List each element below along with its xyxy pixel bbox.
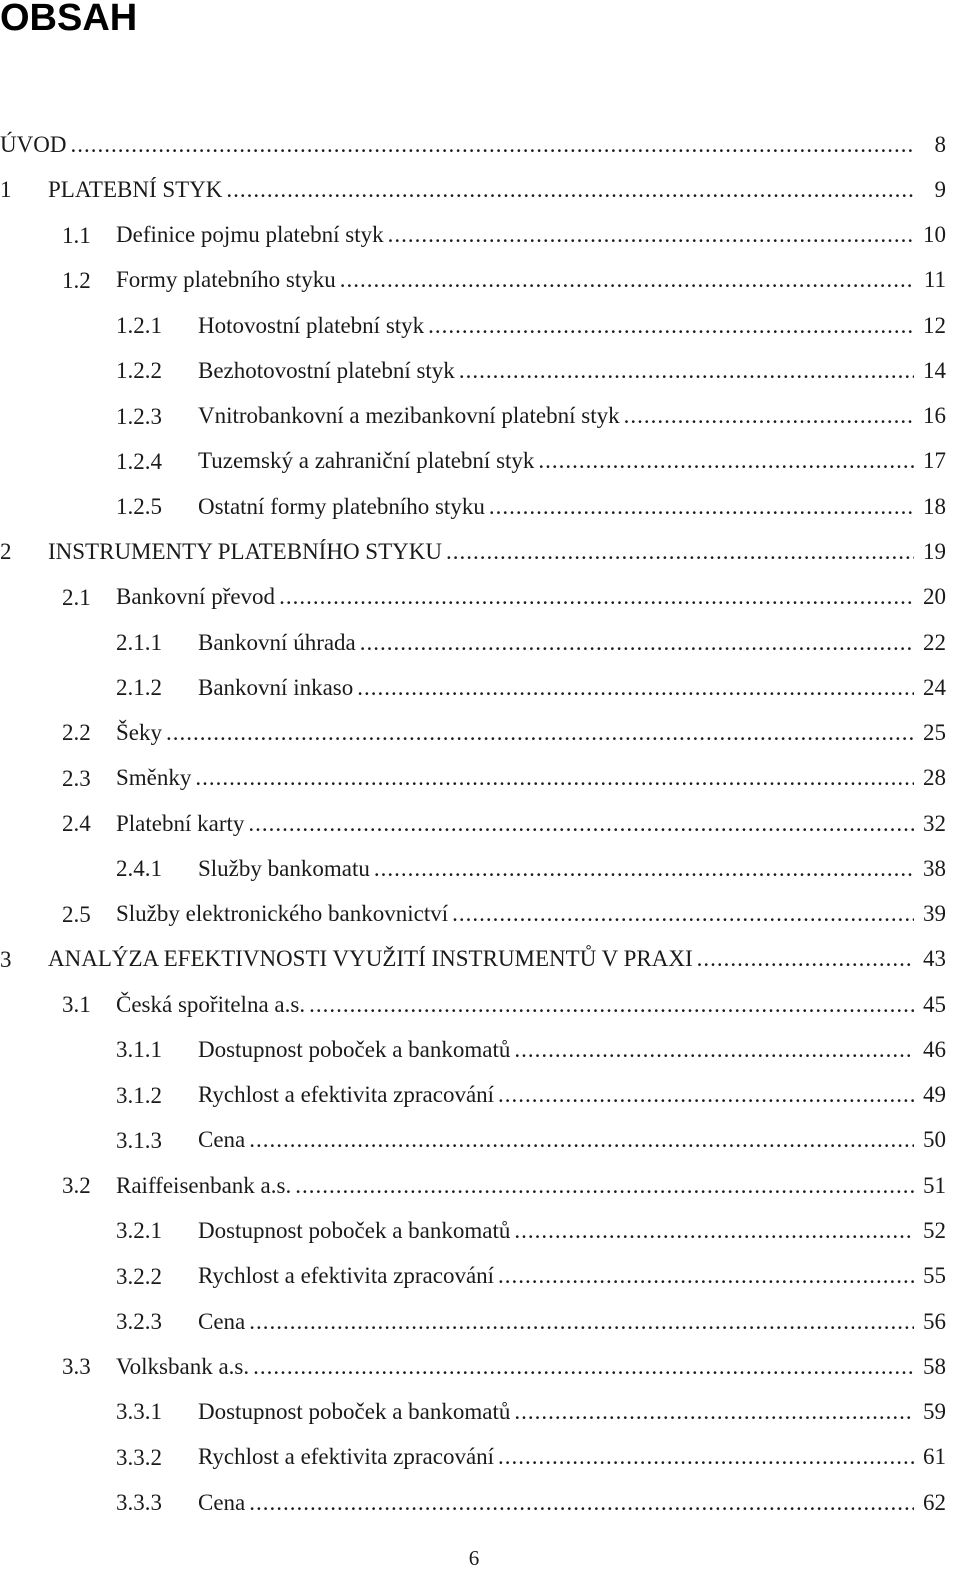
toc-entry-page: 46 <box>923 1036 946 1062</box>
toc-entry-title: Dostupnost poboček a bankomatů <box>198 1036 511 1062</box>
toc-entry[interactable] <box>0 1163 946 1208</box>
toc-entry[interactable] <box>0 620 946 665</box>
toc-entry-title: Česká spořitelna a.s. <box>116 991 306 1017</box>
toc-entry-line <box>116 258 946 303</box>
toc-entry-line <box>198 439 946 484</box>
toc-entry-page: 25 <box>923 720 946 746</box>
toc-entry-page: 24 <box>923 674 946 700</box>
toc-dot-leader <box>514 1399 914 1425</box>
toc-dot-leader <box>388 222 914 248</box>
toc-dot-leader <box>249 1490 914 1516</box>
toc-entry-line <box>116 213 946 258</box>
toc-entry-page: 14 <box>923 357 946 383</box>
toc-entry-title: Cena <box>198 1127 246 1153</box>
toc-entry[interactable] <box>0 982 946 1027</box>
toc-entry-number: 2.4 <box>62 810 91 836</box>
toc-entry-number: 2.3 <box>62 765 91 791</box>
toc-entry-line <box>116 710 946 755</box>
toc-entry[interactable] <box>0 213 946 258</box>
toc-dot-leader <box>498 1444 914 1470</box>
toc-entry-page: 39 <box>923 901 946 927</box>
toc-entry[interactable] <box>0 1118 946 1163</box>
toc-entry-number: 3 <box>0 946 12 972</box>
toc-entry-line <box>116 982 946 1027</box>
toc-entry[interactable] <box>0 665 946 710</box>
toc-entry[interactable] <box>0 394 946 439</box>
toc-entry-page: 17 <box>923 448 946 474</box>
toc-dot-leader <box>249 1309 914 1335</box>
toc-entry-line <box>198 1073 946 1118</box>
toc-dot-leader <box>446 539 914 565</box>
toc-entry-number: 1.1 <box>62 222 91 248</box>
toc-entry-number: 2.1 <box>62 584 91 610</box>
toc-dot-leader <box>226 177 914 203</box>
toc-entry-title: ANALÝZA EFEKTIVNOSTI VYUŽITÍ INSTRUMENTŮ V PRAXI <box>48 946 693 972</box>
toc-entry-page: 56 <box>923 1308 946 1334</box>
toc-entry-line <box>198 1389 946 1434</box>
toc-entry-number: 3.1.1 <box>116 1037 162 1063</box>
toc-entry-number: 3.2.2 <box>116 1263 162 1289</box>
toc-entry[interactable] <box>0 1027 946 1072</box>
toc-dot-leader <box>253 1354 914 1380</box>
toc-entry-title: Služby elektronického bankovnictví <box>116 901 449 927</box>
toc-entry-title: PLATEBNÍ STYK <box>48 176 223 202</box>
toc-entry-number: 1.2 <box>62 267 91 293</box>
toc-entry[interactable] <box>0 529 946 574</box>
toc-entry-number: 1.2.4 <box>116 448 162 474</box>
toc-entry-line <box>48 167 946 212</box>
toc-dot-leader <box>498 1082 914 1108</box>
toc-entry-page: 59 <box>923 1399 946 1425</box>
toc-entry[interactable] <box>0 1344 946 1389</box>
toc-entry-title: Dostupnost poboček a bankomatů <box>198 1399 511 1425</box>
toc-entry-line <box>198 348 946 393</box>
toc-dot-leader <box>166 720 914 746</box>
toc-entry[interactable] <box>0 122 946 167</box>
toc-dot-leader <box>374 856 914 882</box>
toc-entry[interactable] <box>0 892 946 937</box>
toc-entry-title: ÚVOD <box>0 131 67 157</box>
toc-dot-leader <box>70 132 914 158</box>
toc-entry-page: 61 <box>923 1444 946 1470</box>
toc-entry-title: Volksbank a.s. <box>116 1353 250 1379</box>
toc-entry[interactable] <box>0 710 946 755</box>
toc-entry[interactable] <box>0 1073 946 1118</box>
toc-entry-number: 3.3.3 <box>116 1489 162 1515</box>
toc-dot-leader <box>697 946 914 972</box>
toc-entry-line <box>198 1435 946 1480</box>
toc-entry-page: 11 <box>923 267 946 293</box>
toc-entry-page: 45 <box>923 991 946 1017</box>
toc-dot-leader <box>428 313 914 339</box>
toc-entry-title: Rychlost a efektivita zpracování <box>198 1444 495 1470</box>
toc-entry[interactable] <box>0 937 946 982</box>
toc-entry-page: 12 <box>923 312 946 338</box>
toc-dot-leader <box>498 1263 914 1289</box>
toc-entry-title: Služby bankomatu <box>198 855 370 881</box>
toc-dot-leader <box>514 1037 914 1063</box>
toc-dot-leader <box>279 584 914 610</box>
toc-entry[interactable] <box>0 1208 946 1253</box>
toc-entry-number: 2.2 <box>62 720 91 746</box>
toc-entry-number: 1.2.1 <box>116 313 162 339</box>
toc-entry[interactable] <box>0 756 946 801</box>
toc-entry[interactable] <box>0 801 946 846</box>
toc-entry-page: 43 <box>923 946 946 972</box>
toc-entry-title: Bankovní úhrada <box>198 629 356 655</box>
toc-entry-number: 3.3.2 <box>116 1444 162 1470</box>
toc-entry-page: 10 <box>923 222 946 248</box>
toc-entry[interactable] <box>0 575 946 620</box>
toc-entry-page: 20 <box>923 584 946 610</box>
toc-entry-title: Bankovní inkaso <box>198 674 354 700</box>
toc-entry-line <box>116 1163 946 1208</box>
toc-entry-line <box>116 892 946 937</box>
toc-entry-number: 2.1.1 <box>116 629 162 655</box>
toc-entry-number: 1.2.2 <box>116 358 162 384</box>
toc-entry-line <box>48 937 946 982</box>
toc-dot-leader <box>195 765 914 791</box>
toc-entry-title: Platební karty <box>116 810 245 836</box>
toc-entry-number: 3.1.2 <box>116 1082 162 1108</box>
toc-dot-leader <box>624 403 914 429</box>
page-title: OBSAH <box>0 0 138 39</box>
toc-entry-title: Dostupnost poboček a bankomatů <box>198 1218 511 1243</box>
toc-entry-number: 2.1.2 <box>116 675 162 701</box>
toc-entry-number: 1 <box>0 177 12 203</box>
toc-entry-page: 49 <box>923 1082 946 1108</box>
toc-entry-title: Definice pojmu platební styk <box>116 222 384 248</box>
toc-dot-leader <box>360 630 914 656</box>
toc-entry-page: 51 <box>923 1172 946 1198</box>
toc-entry-number: 2.5 <box>62 901 91 927</box>
toc-entry-page: 19 <box>923 539 946 565</box>
toc-entry[interactable] <box>0 1254 946 1299</box>
toc-entry-title: Šeky <box>116 720 162 746</box>
toc-dot-leader <box>249 1127 914 1153</box>
toc-entry-page: 22 <box>923 629 946 655</box>
toc-entry-page: 16 <box>923 403 946 429</box>
toc-entry-title: Rychlost a efektivita zpracování <box>198 1263 495 1289</box>
toc-entry-title: Rychlost a efektivita zpracování <box>198 1082 495 1108</box>
toc-entry[interactable] <box>0 1435 946 1480</box>
toc-entry-title: Cena <box>198 1308 246 1334</box>
toc-entry[interactable] <box>0 846 946 891</box>
toc-dot-leader <box>514 1218 914 1244</box>
toc-entry-line <box>116 575 946 620</box>
toc-entry-line <box>198 1118 946 1163</box>
toc-entry-line <box>48 529 946 574</box>
toc-entry-number: 2 <box>0 539 12 565</box>
toc-dot-leader <box>340 267 914 293</box>
toc-entry-line <box>198 484 946 529</box>
toc-entry[interactable] <box>0 1299 946 1344</box>
toc-entry-page: 18 <box>923 493 946 519</box>
toc-entry-line <box>198 1208 946 1253</box>
toc-entry-number: 3.1 <box>62 992 91 1018</box>
toc-entry-page: 28 <box>923 765 946 791</box>
toc-entry-page: 38 <box>923 855 946 881</box>
toc-entry-line <box>198 620 946 665</box>
toc-entry-title: Raiffeisenbank a.s. <box>116 1172 292 1198</box>
toc-entry[interactable] <box>0 1480 946 1525</box>
toc-entry-number: 3.1.3 <box>116 1127 162 1153</box>
toc-dot-leader <box>489 494 914 520</box>
toc-entry-title: Vnitrobankovní a mezibankovní platební styk <box>198 403 620 429</box>
toc-entry-title: INSTRUMENTY PLATEBNÍHO STYKU <box>48 539 442 565</box>
toc-dot-leader <box>295 1173 914 1199</box>
toc-entry[interactable] <box>0 258 946 303</box>
toc-entry[interactable] <box>0 348 946 393</box>
toc-entry-title: Směnky <box>116 765 192 791</box>
page-number: 6 <box>468 1546 480 1570</box>
toc-entry-title: Bezhotovostní platební styk <box>198 357 455 383</box>
toc-dot-leader <box>538 448 914 474</box>
toc-entry-page: 9 <box>934 176 946 202</box>
toc-entry-page: 58 <box>923 1353 946 1379</box>
toc-entry-number: 3.3.1 <box>116 1399 162 1425</box>
toc-entry-page: 52 <box>923 1218 946 1243</box>
toc-entry[interactable] <box>0 303 946 348</box>
toc-entry-line <box>116 1344 946 1389</box>
toc-entry[interactable] <box>0 1389 946 1434</box>
toc-entry-title: Bankovní převod <box>116 584 276 610</box>
toc-entry-line <box>116 801 946 846</box>
toc-entry-number: 1.2.3 <box>116 403 162 429</box>
toc-entry-title: Hotovostní platební styk <box>198 312 425 338</box>
toc-entry[interactable] <box>0 484 946 529</box>
toc-entry-title: Cena <box>198 1489 246 1515</box>
toc-entry-line <box>116 756 946 801</box>
toc-entry-page: 55 <box>923 1263 946 1289</box>
toc-entry-page: 62 <box>923 1489 946 1515</box>
toc-entry-page: 8 <box>934 131 946 157</box>
toc-entry-number: 3.2 <box>62 1173 91 1199</box>
toc-entry-number: 3.2.3 <box>116 1308 162 1334</box>
toc-entry-number: 3.2.1 <box>116 1218 162 1244</box>
toc-entry-title: Tuzemský a zahraniční platební styk <box>198 448 535 474</box>
toc-entry-page: 50 <box>923 1127 946 1153</box>
toc-entry-line <box>198 1027 946 1072</box>
toc-entry-number: 2.4.1 <box>116 856 162 882</box>
toc-dot-leader <box>248 811 914 837</box>
toc-entry-line <box>198 1254 946 1299</box>
toc-entry-line <box>0 122 946 167</box>
toc-entry-line <box>198 1299 946 1344</box>
toc-dot-leader <box>309 992 914 1018</box>
toc-dot-leader <box>452 901 914 927</box>
table-of-contents <box>0 122 946 1525</box>
toc-entry-title: Formy platebního styku <box>116 267 336 293</box>
toc-entry-number: 3.3 <box>62 1354 91 1380</box>
toc-entry[interactable] <box>0 167 946 212</box>
toc-dot-leader <box>357 675 914 701</box>
toc-dot-leader <box>459 358 914 384</box>
toc-entry-title: Ostatní formy platebního styku <box>198 493 485 519</box>
toc-entry[interactable] <box>0 439 946 484</box>
toc-entry-line <box>198 665 946 710</box>
toc-entry-line <box>198 303 946 348</box>
toc-entry-line <box>198 1480 946 1525</box>
toc-entry-line <box>198 394 946 439</box>
toc-entry-page: 32 <box>923 810 946 836</box>
toc-entry-line <box>198 846 946 891</box>
toc-entry-number: 1.2.5 <box>116 494 162 520</box>
